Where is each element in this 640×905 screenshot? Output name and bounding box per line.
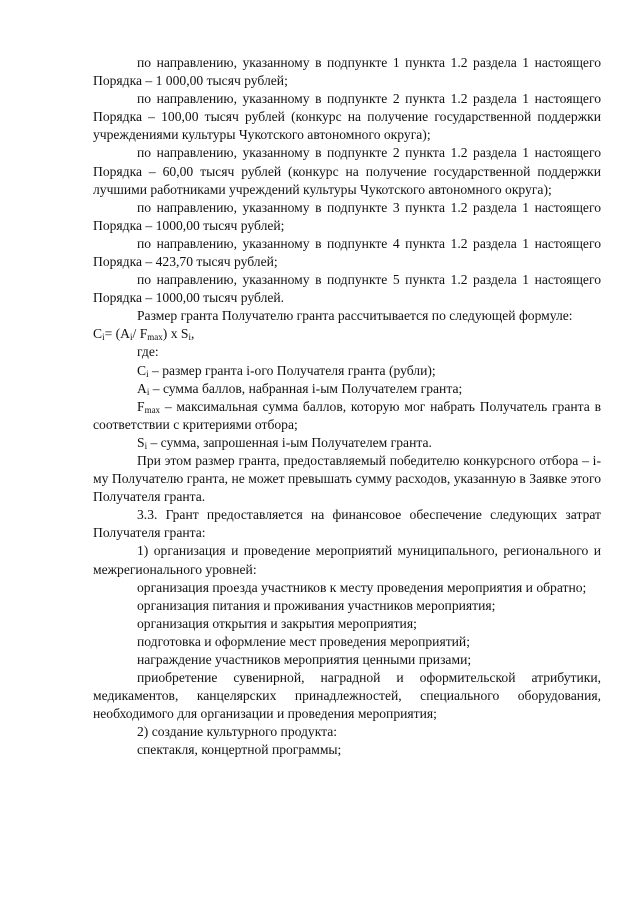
where-label: где: [137,344,159,360]
paragraph-grant-limit: При этом размер гранта, предоставляемый победителю конкурсного отбора – i-му Получателю гранта, не может превышать сумму расходов, указанную в Заявке этого Получателя гранта. [93,452,601,505]
list-item: подготовка и оформление мест проведения мероприятий; [137,633,470,649]
section-3-3: 3.3. Грант предоставляется на финансовое обеспечение следующих затрат Получателя гранта: [93,507,601,541]
paragraph-formula-intro: Размер гранта Получателю гранта рассчитывается по следующей формуле: [137,308,573,324]
paragraph-direction-2b: по направлению, указанному в подпункте 2 пункта 1.2 раздела 1 настоящего Порядка – 60,00 тысяч рублей (конкурс на получение государственной поддержки лучшими работниками учреждений культуры Чукотского автономного округа); [93,145,601,197]
list-item: награждение участников мероприятия ценными призами; [137,652,472,667]
paragraph-direction-5: по направлению, указанному в подпункте 5 пункта 1.2 раздела 1 настоящего Порядка – 1000,00 тысяч рублей. [93,272,601,306]
item-1-events: 1) организация и проведение мероприятий муниципального, регионального и межрегионального уровней: [93,543,601,577]
paragraph-direction-3: по направлению, указанному в подпункте 3 пункта 1.2 раздела 1 настоящего Порядка – 1000,00 тысяч рублей; [93,199,601,233]
list-item: организация открытия и закрытия мероприятия; [137,615,417,631]
item-2-cultural-product: 2) создание культурного продукта: [137,724,338,740]
definition-si: $S_i$ – сумма, запрошенная i-ым Получателем гранта. [137,434,432,451]
definition-ai: $A_i$ – сумма баллов, набранная i-ым Получателем гранта; [137,380,463,397]
list-item: организация питания и проживания участников мероприятия; [137,597,496,613]
paragraph-direction-1: по направлению, указанному в подпункте 1 пункта 1.2 раздела 1 настоящего Порядка – 1 000,00 тысяч рублей; [93,55,601,89]
list-item: спектакля, концертной программы; [137,742,342,758]
definition-ci: $C_i$ – размер гранта i-ого Получателя гранта (рубли); [137,362,436,379]
grant-formula: $C_i= (A_i/$ $F_{max}$) x $S_i$, [93,326,195,343]
document-page [93,54,601,760]
list-item: организация проезда участников к месту проведения мероприятия и обратно; [137,579,587,595]
definition-fmax: $F_{max}$ – максимальная сумма баллов, которую мог набрать Получатель гранта в соответствии с критериями отбора; [93,398,601,432]
list-item: приобретение сувенирной, наградной и оформительской атрибутики, медикаментов, канцелярских принадлежностей, специального оборудования, необходимого для организации и проведения мероприятия; [93,670,601,722]
paragraph-direction-2a: по направлению, указанному в подпункте 2 пункта 1.2 раздела 1 настоящего Порядка – 100,00 тысяч рублей (конкурс на получение государственной поддержки учреждениями культуры Чукотского автономного округа); [93,91,601,143]
paragraph-direction-4: по направлению, указанному в подпункте 4 пункта 1.2 раздела 1 настоящего Порядка – 423,70 тысяч рублей; [93,235,601,270]
